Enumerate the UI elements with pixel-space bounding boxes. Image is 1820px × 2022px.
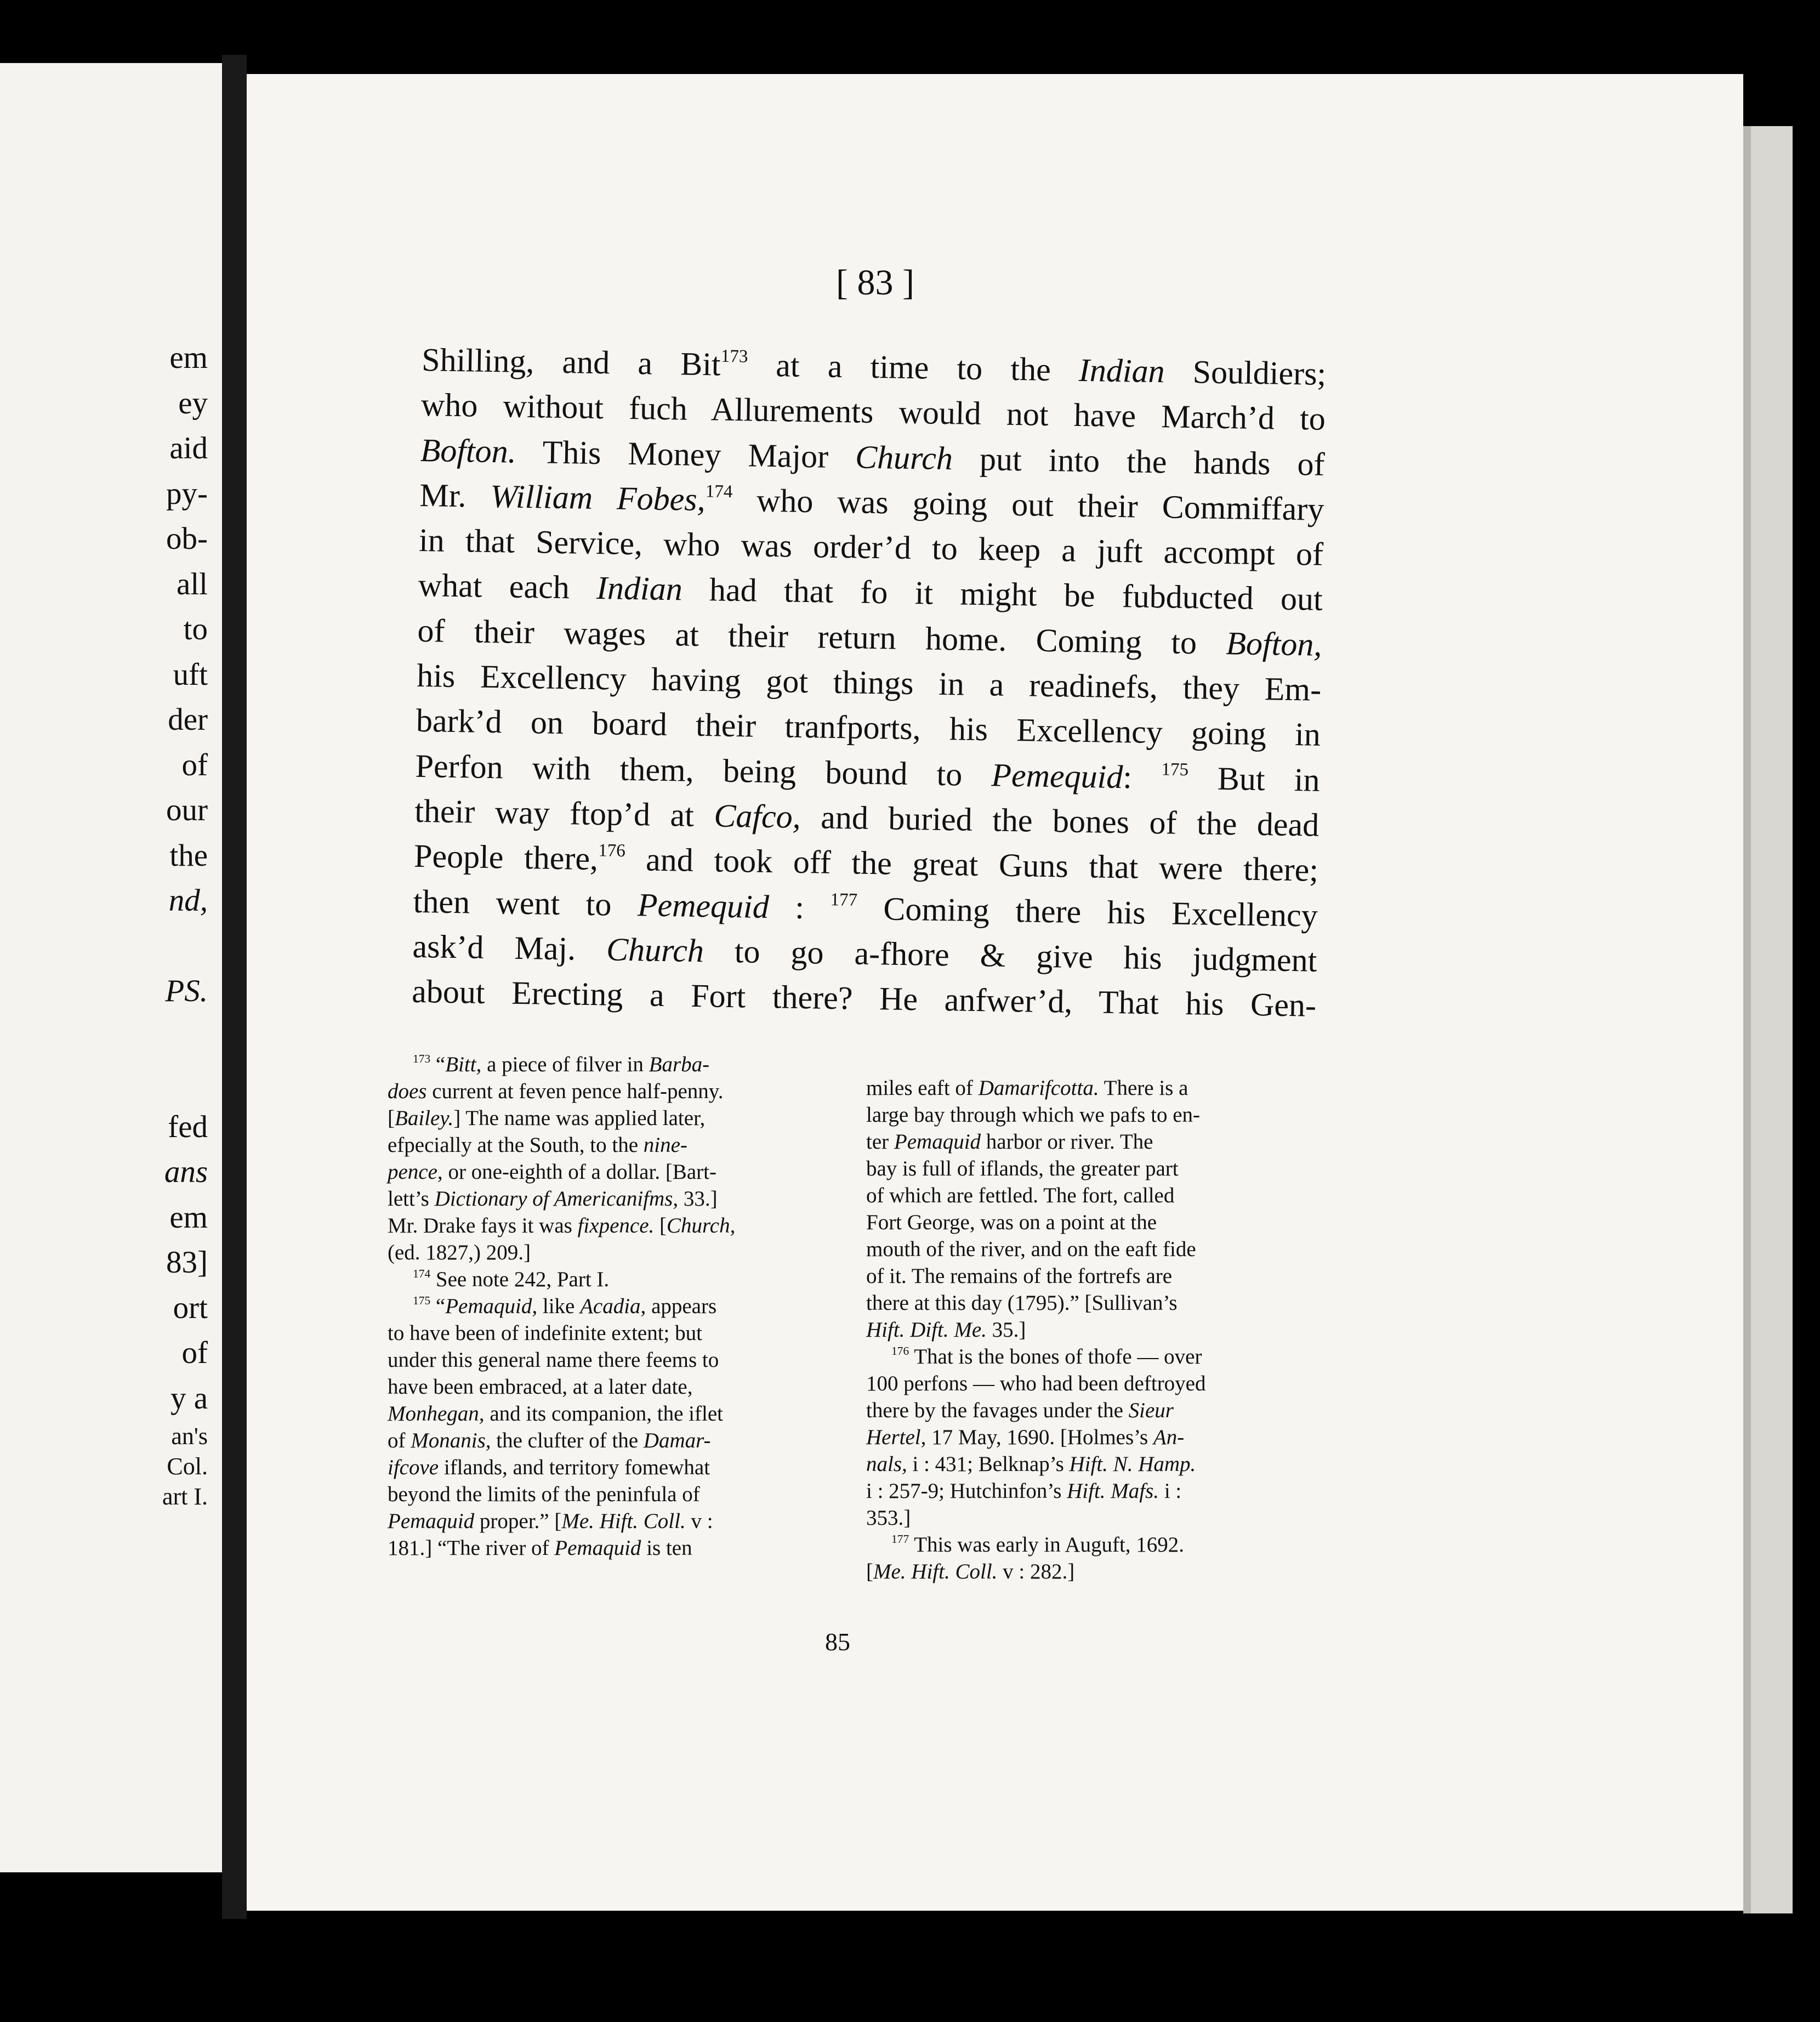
footnote-line: (ed. 1827,) 209.] <box>388 1241 531 1264</box>
text-line: Mr. William Fobes,$^{174}$ who was going out their Commiffary <box>419 476 1324 527</box>
text-line: Perfon with them, being bound to Pemequid: $^{175}$ But in <box>415 747 1321 798</box>
footnote-line: Monhegan, and its companion, the iflet <box>388 1402 723 1425</box>
footnote-line: ter Pemaquid harbor or river. The <box>866 1130 1153 1154</box>
left-page-fragment: PS. <box>165 974 208 1008</box>
left-page-fragment <box>162 1014 208 1060</box>
footnote-line: does current at feven pence half-penny. <box>388 1080 724 1103</box>
text-line: ask’d Maj. Church to go a-fhore & give his judgment <box>412 928 1317 979</box>
footnote-line: of Monanis, the clufter of the Damar- <box>388 1429 711 1452</box>
left-page-fragment: der <box>168 702 208 737</box>
footnote-line: ifcove iflands, and territory fomewhat <box>388 1456 710 1479</box>
text-line: bark’d on board their tranfports, his Excellency going in <box>416 702 1321 753</box>
text-line: Bofton. This Money Major Church put into the hands of <box>420 431 1326 482</box>
left-page-fragment: py- <box>166 476 208 511</box>
footnote-line: 181.] “The river of Pemaquid is ten <box>388 1536 692 1560</box>
left-page-fragment: nd, <box>168 883 208 918</box>
page-header: [ 83 ] <box>836 263 914 303</box>
book-gutter <box>222 55 247 1919</box>
footnote-176: $^{176}$ That is the bones of thofe — over <box>891 1344 1202 1368</box>
text-line: Shilling, and a Bit$^{173}$ at a time to the Indian Souldiers; <box>421 341 1327 392</box>
left-page-text-fragments <box>162 336 208 1512</box>
footnote-line: large bay through which we pafs to en- <box>866 1103 1201 1127</box>
left-page-fragment: all <box>177 566 208 601</box>
main-text <box>412 337 1327 1028</box>
left-page-fragment: our <box>166 793 208 827</box>
footnote-line: there by the favages under the Sieur <box>866 1399 1174 1422</box>
left-page-fragment <box>162 924 208 969</box>
footnote-line: beyond the limits of the peninfula of <box>388 1483 700 1506</box>
text-line: of their wages at their return home. Coming to Bofton, <box>417 612 1322 663</box>
footnote-line: i : 257-9; Hutchinfon’s Hift. Mafs. i : <box>866 1479 1182 1503</box>
text-line: in that Service, who was order’d to keep a juft accompt of <box>418 522 1324 573</box>
left-page-fragment: of <box>181 1336 208 1370</box>
left-page-fragment: of <box>181 747 208 782</box>
left-page-fragment <box>162 1059 208 1105</box>
left-page-fragment: art I. <box>162 1483 208 1510</box>
footnote-line: Pemaquid proper.” [Me. Hift. Coll. v : <box>388 1509 713 1533</box>
left-page-fragment: em <box>169 1200 208 1235</box>
left-page-fragment: ans <box>164 1155 208 1189</box>
footnote-175: $^{175}$ “Pemaquid, like Acadia, appears <box>413 1293 717 1318</box>
footnote-line: 353.] <box>866 1506 911 1530</box>
footnote-line: pence, or one-eighth of a dollar. [Bart- <box>388 1160 716 1184</box>
footnote-line: to have been of indefinite extent; but <box>388 1321 702 1345</box>
left-page-fragment: aid <box>169 431 208 465</box>
footnote-line: efpecially at the South, to the nine- <box>388 1133 687 1157</box>
left-page-fragment: y a <box>170 1381 208 1416</box>
left-page-fragment: em <box>169 340 208 375</box>
left-page-fragment: uft <box>173 657 208 692</box>
footnotes-left-column <box>388 1051 837 1561</box>
text-line: who without fuch Allurements would not have March’d to <box>420 387 1326 438</box>
footnote-line: lett’s Dictionary of Americanifms, 33.] <box>388 1187 718 1211</box>
left-page-fragment: the <box>169 838 208 873</box>
left-page <box>0 63 222 1872</box>
left-page-fragment: to <box>183 612 208 646</box>
footnote-line: have been embraced, at a later date, <box>388 1375 693 1399</box>
left-page-fragment: fed <box>168 1109 208 1144</box>
left-page-fragment: 83] <box>166 1245 208 1280</box>
left-page-fragment: Col. <box>167 1453 208 1480</box>
text-line: what each Indian had that fo it might be fubducted out <box>418 567 1323 618</box>
footnote-line: 100 perfons — who had been deftroyed <box>866 1372 1206 1395</box>
footnotes-right-column <box>866 1075 1310 1585</box>
text-line: People there,$^{176}$ and took off the great Guns that were there; <box>413 838 1319 889</box>
text-line: about Erecting a Fort there? He anfwer’d, That his Gen- <box>411 973 1317 1024</box>
footnote-177: $^{177}$ This was early in Auguft, 1692. <box>891 1532 1185 1557</box>
text-line: then went to Pemequid : $^{177}$ Coming there his Excellency <box>413 883 1318 934</box>
page-edge-shadow <box>1743 126 1751 1913</box>
footnote-line: mouth of the river, and on the eaft fide <box>866 1237 1196 1261</box>
text-line: their way ftop’d at Cafco, and buried the bones of the dead <box>414 792 1320 843</box>
footnote-line: Hertel, 17 May, 1690. [Holmes’s An- <box>866 1425 1185 1449</box>
left-page-fragment: ob- <box>166 521 208 556</box>
footnote-line: Hift. Dift. Me. 35.] <box>866 1318 1026 1342</box>
footnote-174: $^{174}$ See note 242, Part I. <box>413 1266 610 1291</box>
footnote-173: $^{173}$ “Bitt, a piece of filver in Barba- <box>413 1052 710 1076</box>
left-page-fragment: ort <box>173 1290 208 1325</box>
footnote-line: under this general name there feems to <box>388 1348 719 1372</box>
footnote-line: nals, i : 431; Belknap’s Hift. N. Hamp. <box>866 1452 1196 1476</box>
footnote-line: of which are fettled. The fort, called <box>866 1184 1175 1207</box>
left-page-fragment: an's <box>171 1423 208 1450</box>
footnote-line: miles eaft of Damarifcotta. There is a <box>866 1076 1188 1100</box>
left-page-fragment: ey <box>178 385 208 421</box>
footnote-line: Mr. Drake fays it was fixpence. [Church, <box>388 1214 736 1237</box>
footnote-line: there at this day (1795).” [Sullivan’s <box>866 1291 1178 1315</box>
page-number: 85 <box>825 1628 850 1656</box>
footnote-line: of it. The remains of the fortrefs are <box>866 1264 1173 1288</box>
footnote-line: [Me. Hift. Coll. v : 282.] <box>866 1560 1075 1583</box>
footnote-line: [Bailey.] The name was applied later, <box>388 1106 706 1130</box>
text-line: his Excellency having got things in a readinefs, they Em- <box>416 657 1322 708</box>
footnote-line: bay is full of iflands, the greater part <box>866 1157 1179 1180</box>
footnote-line: Fort George, was on a point at the <box>866 1211 1157 1234</box>
